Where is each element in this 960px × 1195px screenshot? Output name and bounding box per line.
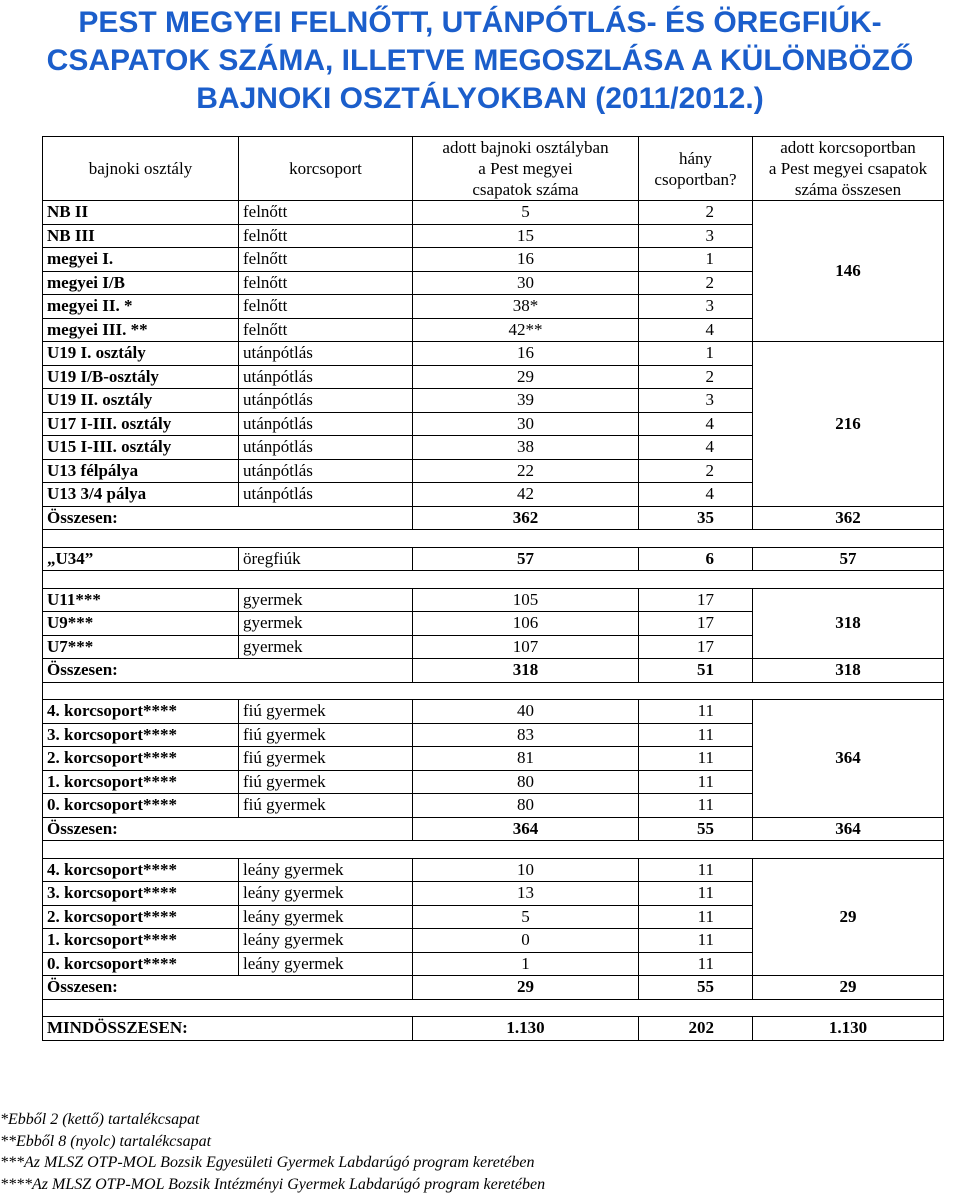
page-title — [0, 4, 960, 118]
table-row: megyei II. * felnőtt 38* 3 — [43, 295, 944, 319]
table-row: 0. korcsoport**** leány gyermek 1 11 — [43, 952, 944, 976]
table-row: U15 I-III. osztály utánpótlás 38 4 — [43, 436, 944, 460]
spacer-row — [43, 682, 944, 700]
table-row: NB II felnőtt 5 2 146 — [43, 201, 944, 225]
utanpotlas-total: 216 — [753, 342, 944, 507]
header-osszesen: adott korcsoportban a Pest megyei csapatok száma összesen — [753, 137, 944, 201]
table-row: 4. korcsoport**** leány gyermek 10 11 29 — [43, 858, 944, 882]
spacer-row — [43, 571, 944, 589]
table-row: 2. korcsoport**** leány gyermek 5 11 — [43, 905, 944, 929]
header-hany-csoportban: hány csoportban? — [639, 137, 753, 201]
spacer-row — [43, 530, 944, 548]
table-row: U19 II. osztály utánpótlás 39 3 — [43, 389, 944, 413]
footnote: *Ebből 2 (kettő) tartalékcsapat — [0, 1109, 545, 1131]
table-row: U9*** gyermek 106 17 — [43, 612, 944, 636]
table-row: U17 I-III. osztály utánpótlás 30 4 — [43, 412, 944, 436]
table-row: 0. korcsoport**** fiú gyermek 80 11 — [43, 794, 944, 818]
table-row: NB III felnőtt 15 3 — [43, 224, 944, 248]
fiu-total: 364 — [753, 700, 944, 818]
table-row: U19 I. osztály utánpótlás 16 1 216 — [43, 342, 944, 366]
table-row: U13 félpálya utánpótlás 22 2 — [43, 459, 944, 483]
sum-row: Összesen: 362 35 362 — [43, 506, 944, 530]
spacer-row — [43, 841, 944, 859]
table-row: U7*** gyermek 107 17 — [43, 635, 944, 659]
footnote: ***Az MLSZ OTP-MOL Bozsik Egyesületi Gyermek Labdarúgó program keretében — [0, 1152, 545, 1174]
table-row: 1. korcsoport**** fiú gyermek 80 11 — [43, 770, 944, 794]
table-row: megyei I/B felnőtt 30 2 — [43, 271, 944, 295]
table-row: U19 I/B-osztály utánpótlás 29 2 — [43, 365, 944, 389]
footnotes — [0, 1109, 545, 1195]
header-korcsoport: korcsoport — [239, 137, 413, 201]
table-row: 4. korcsoport**** fiú gyermek 40 11 364 — [43, 700, 944, 724]
grand-total-row: MINDÖSSZESEN: 1.130 202 1.130 — [43, 1017, 944, 1041]
table-row: 2. korcsoport**** fiú gyermek 81 11 — [43, 747, 944, 771]
sum-row: Összesen: 318 51 318 — [43, 659, 944, 683]
header-bajnoki-osztaly: bajnoki osztály — [43, 137, 239, 201]
table-row: U11*** gyermek 105 17 318 — [43, 588, 944, 612]
table-row: megyei III. ** felnőtt 42** 4 — [43, 318, 944, 342]
table-row: 3. korcsoport**** leány gyermek 13 11 — [43, 882, 944, 906]
table-header-row — [43, 137, 944, 201]
leany-total: 29 — [753, 858, 944, 976]
table-row: „U34” öregfiúk 57 6 57 — [43, 547, 944, 571]
felnott-total: 146 — [753, 201, 944, 342]
table-row: 1. korcsoport**** leány gyermek 0 11 — [43, 929, 944, 953]
spacer-row — [43, 999, 944, 1017]
sum-row: Összesen: 364 55 364 — [43, 817, 944, 841]
table-row: U13 3/4 pálya utánpótlás 42 4 — [43, 483, 944, 507]
title-line-3: BAJNOKI OSZTÁLYOKBAN (2011/2012.) — [0, 80, 960, 118]
teams-table — [42, 136, 944, 1041]
table-row: 3. korcsoport**** fiú gyermek 83 11 — [43, 723, 944, 747]
sum-row: Összesen: 29 55 29 — [43, 976, 944, 1000]
title-line-2: CSAPATOK SZÁMA, ILLETVE MEGOSZLÁSA A KÜLÖNBÖZŐ — [0, 42, 960, 80]
footnote: ****Az MLSZ OTP-MOL Bozsik Intézményi Gyermek Labdarúgó program keretében — [0, 1174, 545, 1195]
gyermek-total: 318 — [753, 588, 944, 659]
table-row: megyei I. felnőtt 16 1 — [43, 248, 944, 272]
header-csapatok-szama: adott bajnoki osztályban a Pest megyei csapatok száma — [413, 137, 639, 201]
footnote: **Ebből 8 (nyolc) tartalékcsapat — [0, 1131, 545, 1153]
title-line-1: PEST MEGYEI FELNŐTT, UTÁNPÓTLÁS- ÉS ÖREGFIÚK- — [0, 4, 960, 42]
